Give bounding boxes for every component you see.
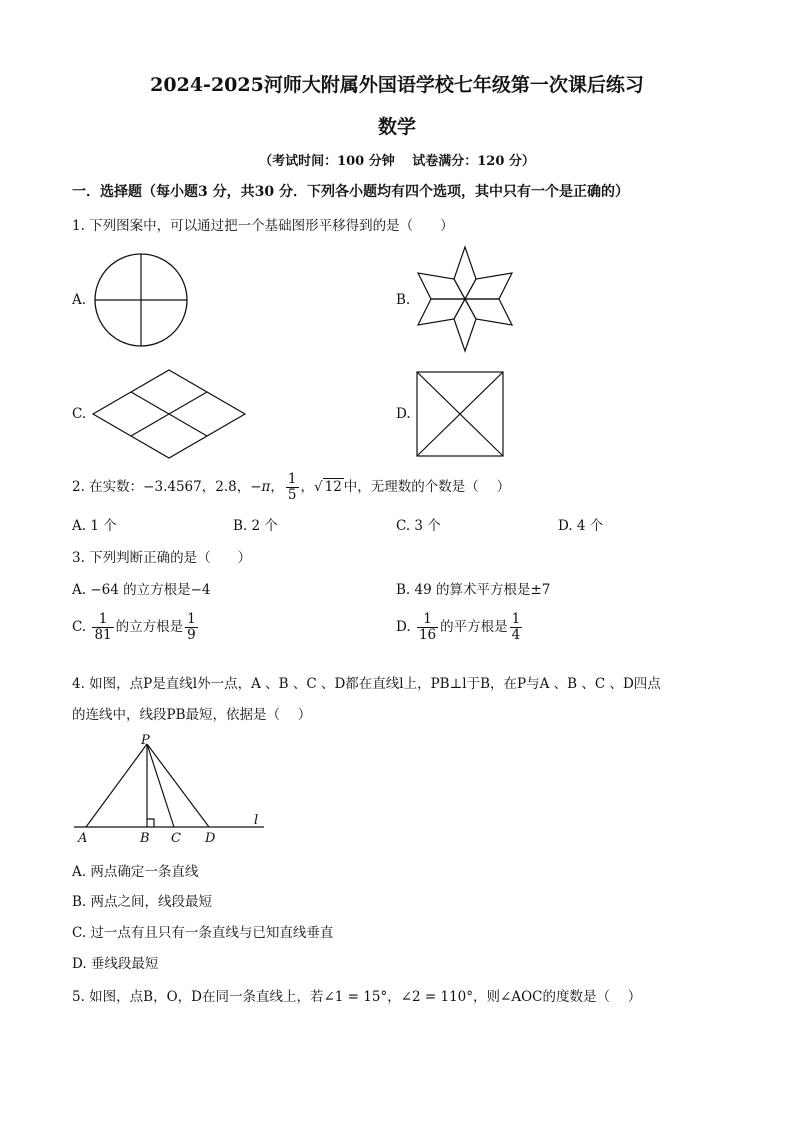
q2-number-2: 2.8̇ <box>215 478 237 495</box>
q1-option-a-label: A. <box>72 292 87 308</box>
q3-d-result <box>510 612 523 643</box>
q3-option-c-label: C. <box>72 618 87 635</box>
q2-option-b: B. 2 个 <box>233 518 278 534</box>
q2-frac-num: 1 <box>287 471 297 487</box>
q4-option-a: A. 两点确定一条直线 <box>72 864 199 880</box>
q4-label-d: D <box>205 831 216 846</box>
q3-c-fraction <box>92 612 113 643</box>
q4-label-l: l <box>254 813 259 828</box>
q3-stem: 3. 下列判断正确的是（ ） <box>72 550 252 566</box>
q1-figure-d-square <box>415 370 505 458</box>
q3-option-c <box>72 612 200 643</box>
q3-d-text: 的平方根是 <box>440 618 508 635</box>
q3-d-frac-den: 16 <box>418 626 437 643</box>
q4-segment-pa <box>86 744 147 827</box>
q3-c-res-num: 1 <box>187 611 196 627</box>
q3-option-d-label: D. <box>396 618 411 635</box>
q1-option-b-label: B. <box>396 292 411 308</box>
q2-number-1: −3.4567 <box>143 478 202 495</box>
q3-option-a: A. −64 的立方根是−4 <box>72 582 211 598</box>
q4-label-p: P <box>141 733 150 748</box>
q4-option-b: B. 两点之间，线段最短 <box>72 894 213 910</box>
q2-stem: 2. 在实数：−3.4567，2.8̇，−π， $\frac{1}{5}$ ，√ 12 中，无理数的个数是（ ） <box>72 471 511 503</box>
section-title: 一．选择题（每小题3 分，共30 分．下列各小题均有四个选项，其中只有一个是正确的） <box>72 184 629 200</box>
q5-stem: 5. 如图，点B，O，D在同一条直线上，若∠1 = 15°，∠2 = 110°，则∠AOC的度数是（ ） <box>72 989 642 1005</box>
q2-option-d: D. 4 个 <box>558 518 604 534</box>
q2-option-a: A. 1 个 <box>72 518 117 534</box>
q3-c-text: 的立方根是 <box>115 618 184 635</box>
exam-title: 2024-2025河师大附属外国语学校七年级第一次课后练习 <box>150 74 644 96</box>
q1-option-c-label: C. <box>72 406 87 422</box>
q3-option-b: B. 49 的算术平方根是±7 <box>396 582 551 598</box>
q2-suffix: 中，无理数的个数是（ ） <box>343 478 511 495</box>
q3-c-frac-den: 81 <box>94 626 112 643</box>
q3-d-frac-num: 1 <box>417 612 438 628</box>
q4-option-c: C. 过一点有且只有一条直线与已知直线垂直 <box>72 925 334 941</box>
q2-option-c: C. 3 个 <box>396 518 441 534</box>
q2-frac-den: 5 <box>287 486 297 503</box>
q4-label-c: C <box>171 831 181 846</box>
q1-stem: 1. 下列图案中，可以通过把一个基础图形平移得到的是（ ） <box>72 218 454 234</box>
q2-number-3: −π <box>250 478 271 495</box>
q3-d-fraction <box>417 612 438 643</box>
q1-figure-c-rhombus <box>90 368 248 462</box>
q4-label-a: A <box>78 831 88 846</box>
q2-fraction <box>286 472 299 503</box>
exam-info: （考试时间：100 分钟 试卷满分：120 分） <box>259 154 535 169</box>
q4-segment-pc <box>147 744 174 827</box>
q1-option-d-label: D. <box>396 406 411 422</box>
q4-figure <box>70 730 270 848</box>
exam-subject: 数学 <box>377 116 416 138</box>
q2-prefix: 2. 在实数： <box>72 478 144 495</box>
q3-option-d <box>396 612 524 643</box>
q4-label-b: B <box>140 831 150 846</box>
q4-option-d: D. 垂线段最短 <box>72 956 159 972</box>
q1-figure-a-circle <box>92 252 192 348</box>
q4-stem-line1: 4. 如图，点P是直线l外一点，A 、B 、C 、D都在直线l上，PB⊥l于B，在P与A 、B 、C 、D四点 <box>72 676 661 692</box>
q4-segment-pd <box>147 744 209 827</box>
q4-stem-line2: 的连线中，线段PB最短，依据是（ ） <box>72 707 312 723</box>
q4-right-angle-mark <box>147 819 154 827</box>
q3-c-result <box>185 612 198 643</box>
q3-d-res-den: 4 <box>511 626 521 643</box>
q3-d-res-num: 1 <box>511 611 521 627</box>
q2-sqrt: 12 <box>324 478 342 495</box>
q1-figure-b-star <box>414 244 516 354</box>
q3-c-frac-num: 1 <box>92 612 113 628</box>
q3-c-res-den: 9 <box>187 626 196 643</box>
